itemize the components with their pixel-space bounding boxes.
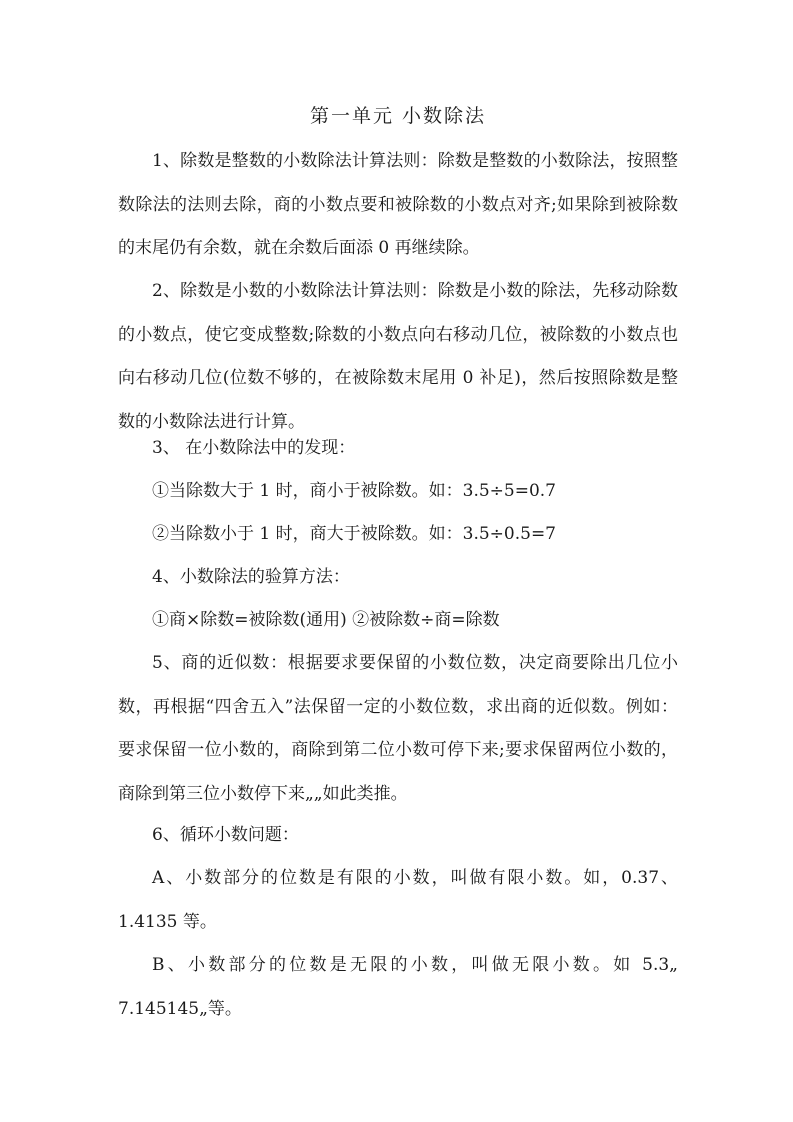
paragraph-infinite-decimal: B、小数部分的位数是无限的小数，叫做无限小数。如 5.3„ 7.145145„等。: [118, 955, 678, 1019]
page-title: 第一单元 小数除法: [309, 105, 487, 127]
paragraph-approximate-quotient: 5、商的近似数：根据要求要保留的小数位数，决定商要除出几位小数，再根据“四舍五入”法保留一定的小数位数，求出商的近似数。例如：要求保留一位小数的，商除到第二位小数可停下来;要求保留两位小数的，商除到第三位小数停下来„„如此类推。: [118, 653, 678, 804]
paragraph-rule-integer-divisor: 1、除数是整数的小数除法计算法则：除数是整数的小数除法，按照整数除法的法则去除，商的小数点要和被除数的小数点对齐;如果除到被除数的末尾仍有余数，就在余数后面添 0 再继续除。: [118, 151, 678, 258]
paragraph-recurring-heading: 6、循环小数问题：: [152, 825, 299, 845]
paragraph-rule-decimal-divisor: 2、除数是小数的小数除法计算法则：除数是小数的除法，先移动除数的小数点，使它变成整数;除数的小数点向右移动几位，被除数的小数点也向右移动几位(位数不够的，在被除数末尾用 0 补足)，然后按照除数是整数的小数除法进行计算。: [118, 281, 678, 432]
paragraph-finding-less: ②当除数小于 1 时，商大于被除数。如：3.5÷0.5=7: [152, 524, 556, 544]
paragraph-check-methods: ①商×除数=被除数(通用) ②被除数÷商=除数: [152, 610, 500, 630]
paragraph-findings-heading: 3、 在小数除法中的发现：: [152, 438, 356, 458]
paragraph-finding-greater: ①当除数大于 1 时，商小于被除数。如：3.5÷5=0.7: [152, 481, 556, 501]
paragraph-check-heading: 4、小数除法的验算方法：: [152, 567, 350, 587]
paragraph-finite-decimal: A、小数部分的位数是有限的小数，叫做有限小数。如，0.37、1.4135 等。: [118, 868, 678, 932]
